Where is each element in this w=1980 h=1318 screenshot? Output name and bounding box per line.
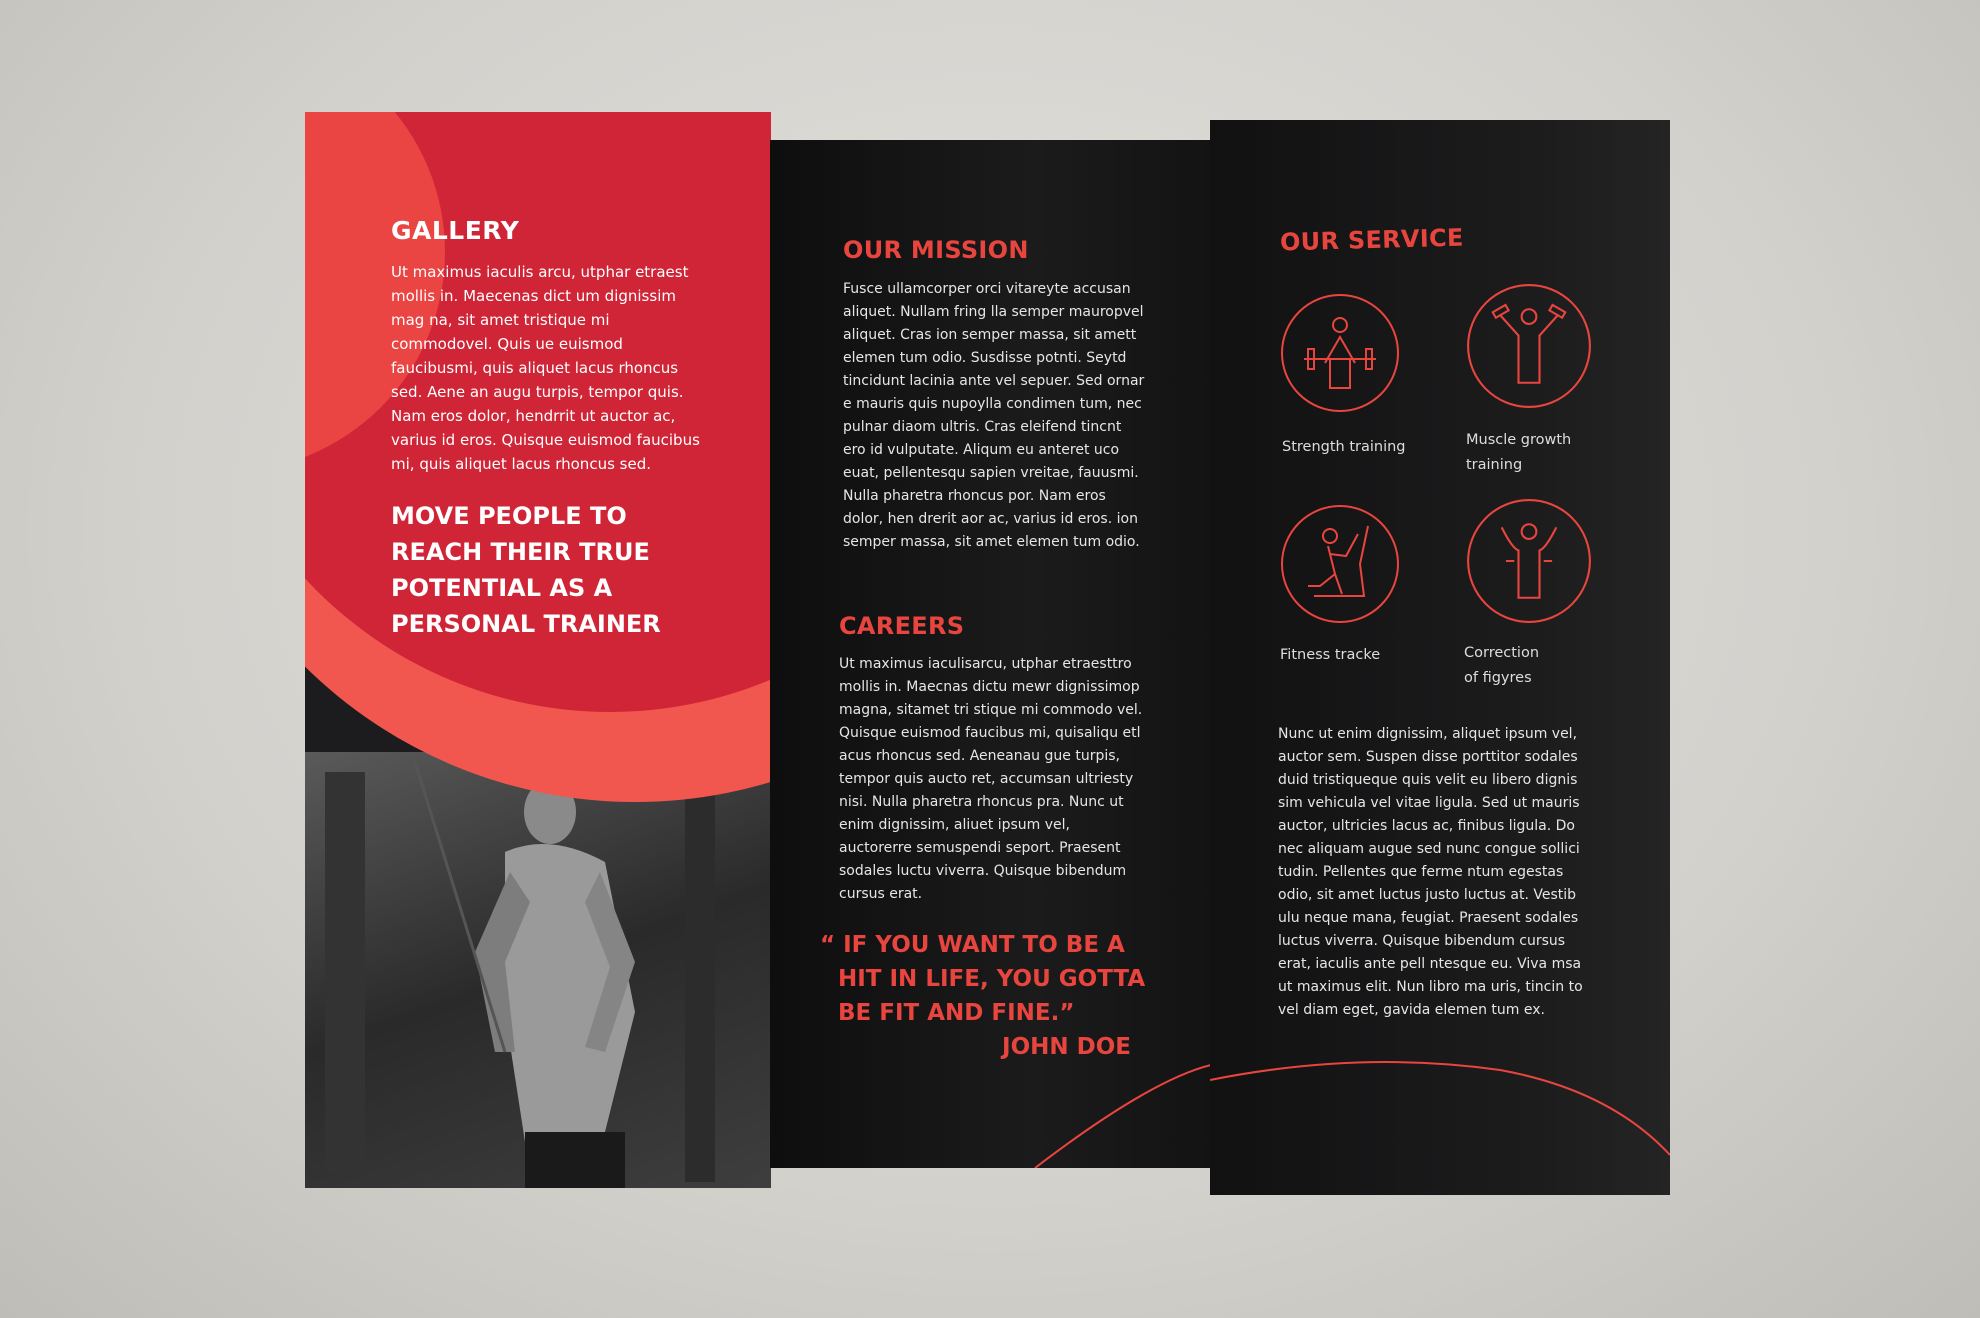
careers-body: Ut maximus iaculisarcu, utphar etraesttro mollis in. Maecnas dictu mewr dignissimop magna, sitamet tri stique mi commodo vel. Quisque euismod faucibus mi, quisaliqu etl acus rhoncus sed. Aeneanau gue turpis, tempor quis aucto ret, accumsan ultriesty nisi. Nulla pharetra rhoncus pra. Nunc ut enim dignissim, aliuet ipsum vel, auctorerre semuspendi seport. Praesent sodales luctu viverra. Quisque bibendum cursus erat. bbox=[839, 656, 1143, 902]
gallery-body: Ut maximus iaculis arcu, utphar etraest mollis in. Maecenas dict um dignissim mag na, sit amet tristique mi commodovel. Quis ue euismod faucibusmi, quis aliquet lacus rhoncus sed. Aene an augu turpis, tempor quis. Nam eros dolor, hendrrit ut auctor ac, varius id eros. Quisque euismod faucibus mi, quis aliquet lacus rhoncus sed. bbox=[391, 263, 700, 473]
tagline-line: REACH THEIR TRUE bbox=[391, 538, 650, 566]
gallery-title: GALLERY bbox=[391, 216, 520, 245]
tagline-line: MOVE PEOPLE TO bbox=[391, 502, 627, 530]
service-label-line: Strength training bbox=[1282, 439, 1406, 455]
careers-title: CAREERS bbox=[839, 612, 965, 640]
tagline-line: POTENTIAL AS A bbox=[391, 574, 613, 602]
gym-photo bbox=[305, 752, 771, 1188]
service-body: Nunc ut enim dignissim, aliquet ipsum vel, auctor sem. Suspen disse porttitor sodales duid tristiqueque quis velit eu libero dignis sim vehicula vel vitae ligula. Sed ut mauris auctor, ultricies lacus ac, finibus ligula. Do nec aliquam augue sed nunc congue sollici tudin. Pellentes que ferme ntum egestas odio, sit amet luctus justo luctus at. Vestib ulu neque mana, feugiat. Praesent sodales luctus viverra. Quisque bibendum cursus erat, iaculis ante pell ntesque eu. Viva msa ut maximus elit. Nun libro ma uris, tincin to vel diam eget, gavida elemen tum ex. bbox=[1278, 726, 1583, 1018]
quote-line: HIT IN LIFE, YOU GOTTA bbox=[838, 966, 1146, 992]
decorative-arc bbox=[1210, 120, 1670, 1195]
service-label-line: of figyres bbox=[1464, 670, 1532, 686]
right-panel bbox=[1210, 120, 1670, 1195]
left-panel bbox=[305, 112, 771, 1188]
tagline-line: PERSONAL TRAINER bbox=[391, 610, 661, 638]
service-label-line: Muscle growth bbox=[1466, 432, 1572, 448]
mission-title: OUR MISSION bbox=[843, 236, 1029, 264]
gallery-tagline bbox=[391, 498, 661, 642]
athlete-silhouette bbox=[305, 752, 771, 1188]
service-label-line: training bbox=[1466, 457, 1523, 473]
service-label-line: Fitness tracke bbox=[1280, 647, 1381, 663]
service-label-line: Correction bbox=[1464, 645, 1540, 661]
service-title: OUR SERVICE bbox=[1279, 223, 1465, 257]
middle-panel bbox=[770, 140, 1211, 1168]
quote-line: “ IF YOU WANT TO BE A bbox=[820, 932, 1125, 958]
mission-body: Fusce ullamcorper orci vitareyte accusan aliquet. Nullam fring lla semper mauropvel aliquet. Cras ion semper massa, sit amett elemen tum odio. Susdisse potnti. Seytd tincidunt lacinia ante vel sepuer. Sed ornar e mauris quis nupoylla condimen tum, nec pulnar diaom ultris. Cras eleifend tincnt ero id vulputate. Aliqum eu anteret uco euat, pellentesqu sapien vreitae, fauusmi. Nulla pharetra rhoncus por. Nam eros dolor, hen drerit aor ac, varius id eros. ion semper massa, sit amet elemen tum odio. bbox=[843, 281, 1145, 550]
quote-line: BE FIT AND FINE.” bbox=[838, 1000, 1075, 1026]
quote-author: JOHN DOE bbox=[1002, 1034, 1131, 1060]
decorative-arc bbox=[770, 140, 1211, 1168]
